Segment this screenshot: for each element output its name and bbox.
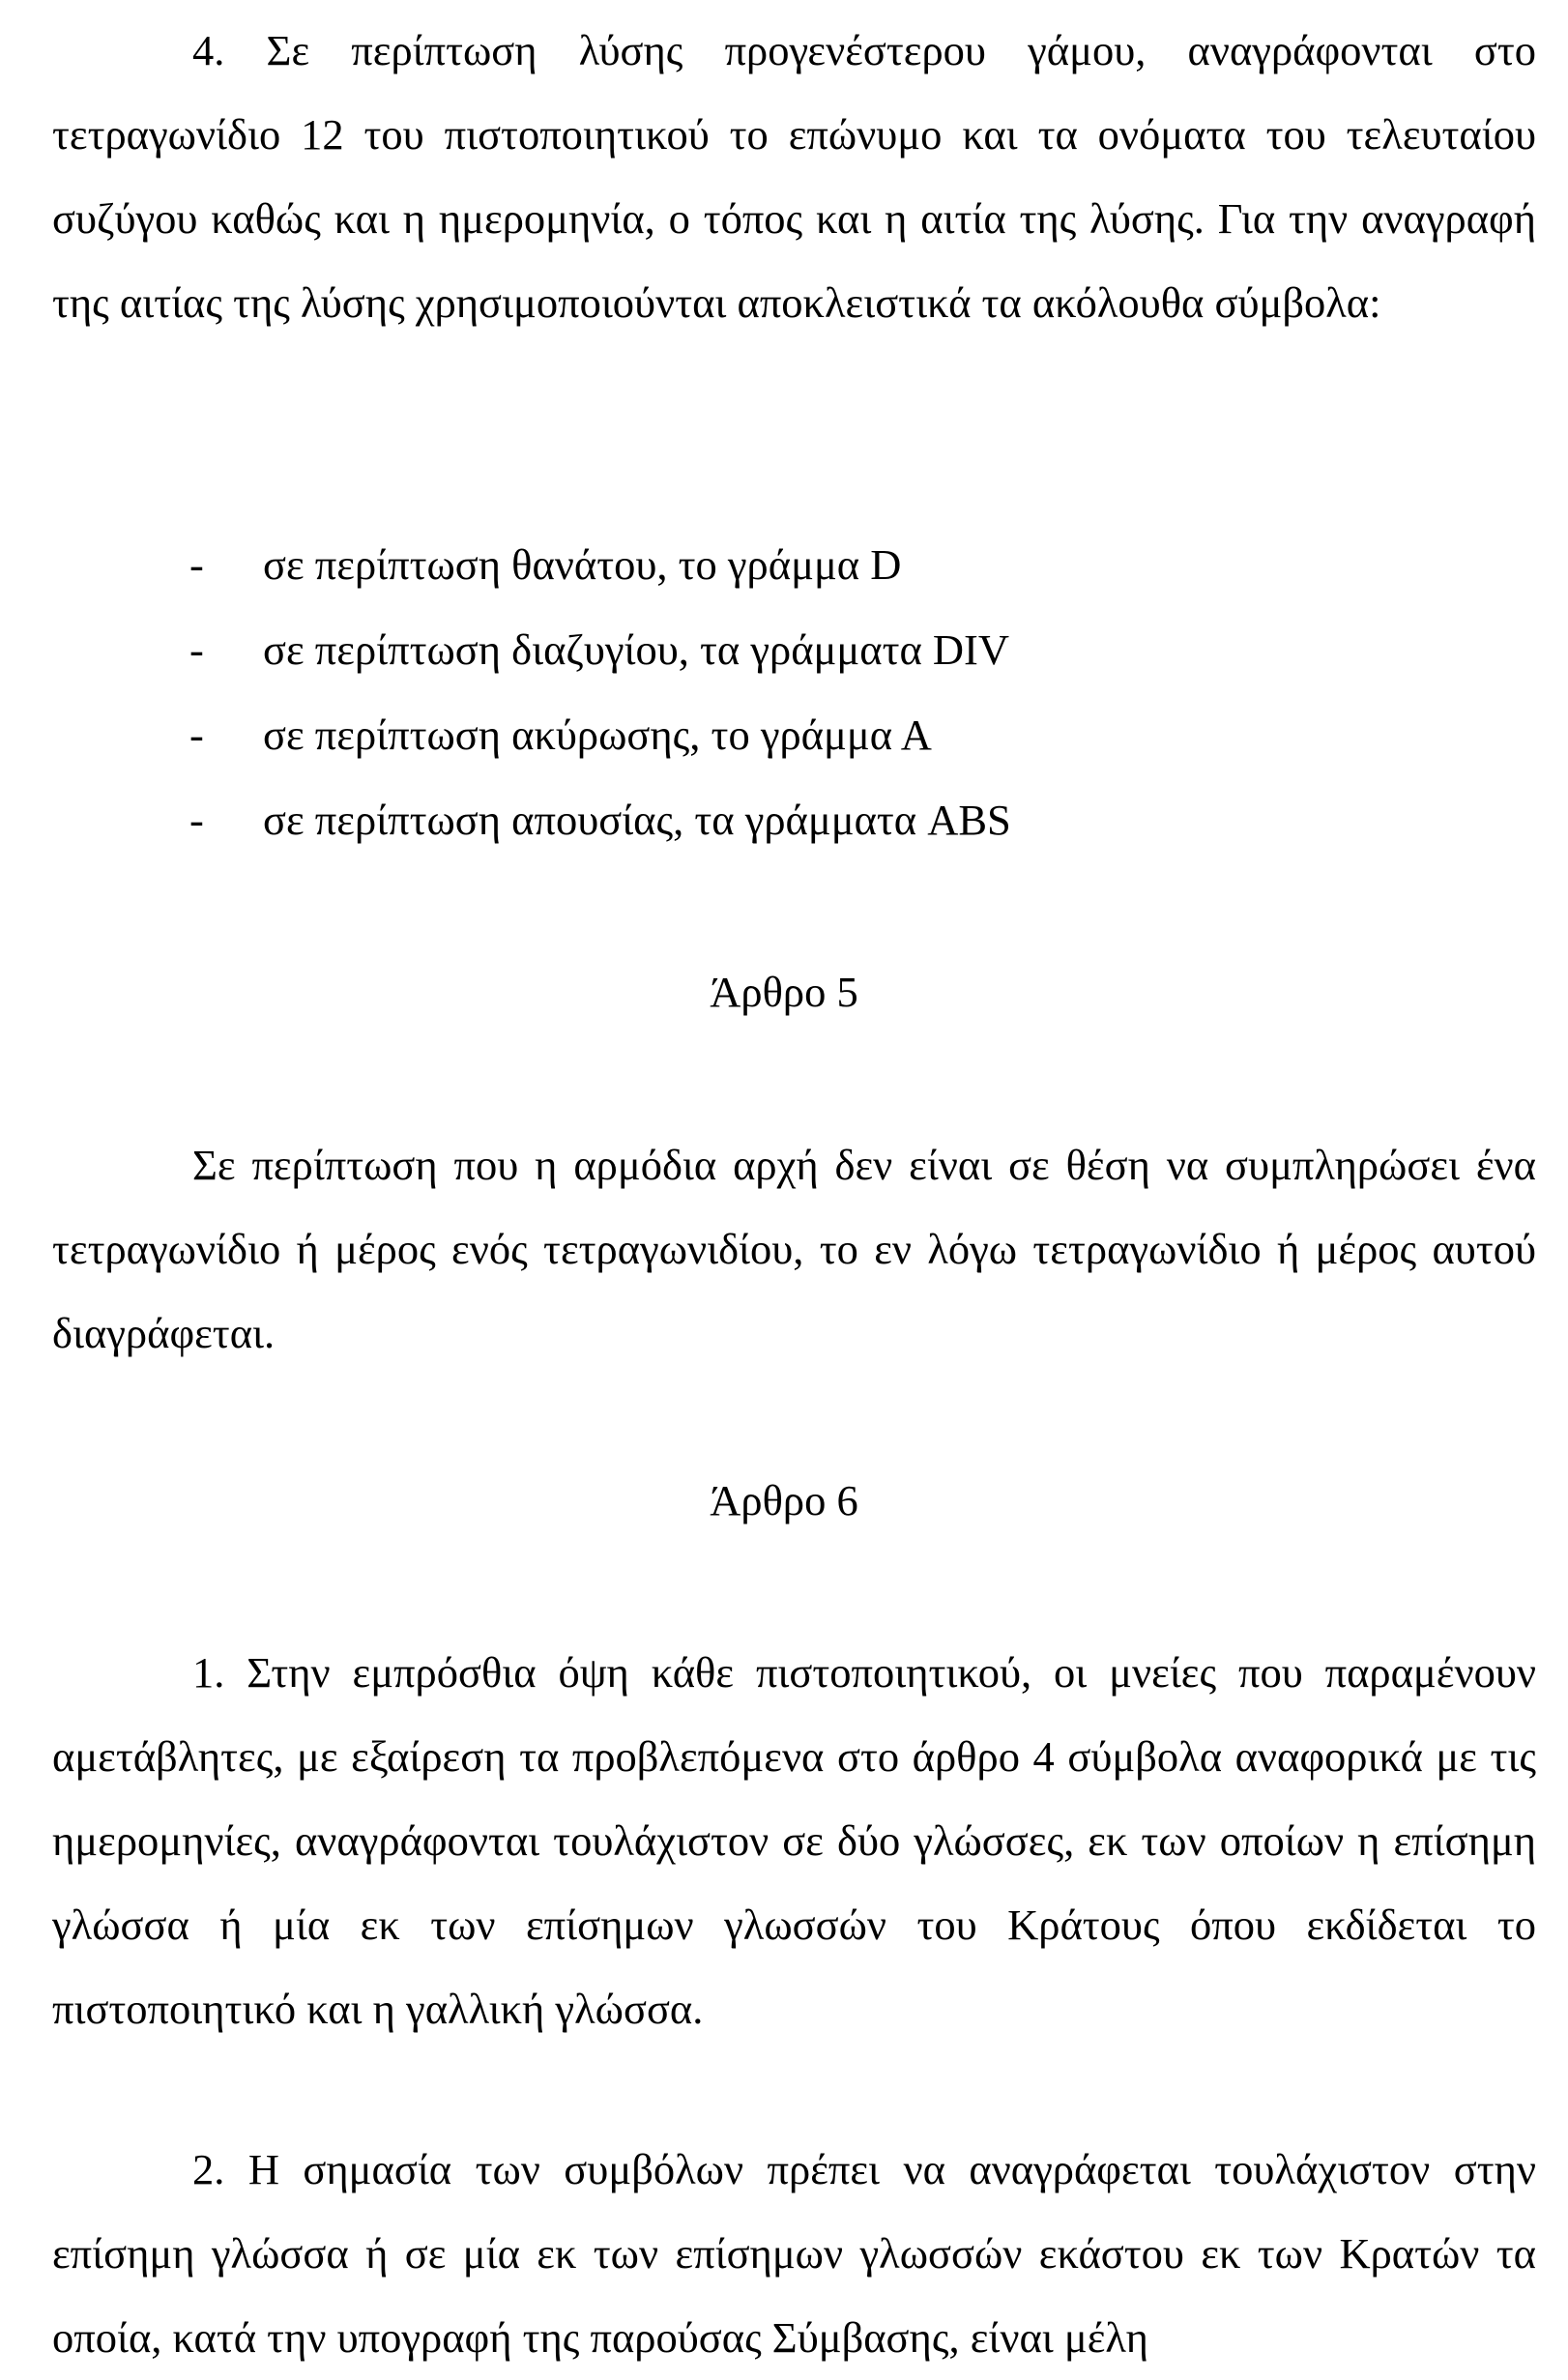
paragraph-text: 1. Στην εμπρόσθια όψη κάθε πιστοποιητικού, οι μνείες που παραμένουν αμετάβλητες, με εξαίρεση τα προβλεπόμενα στο άρθρο 4 σύμβολα αναφορικά με τις ημερομηνίες, αναγράφονται τουλάχιστον σε δύο γλώσσες, εκ των οποίων η επίσημη γλώσσα ή μία εκ των επίσημων γλωσσών του Κράτους όπου εκδίδεται το πιστοποιητικό και η γαλλική γλώσσα. [52, 1648, 1536, 2033]
article5-heading: Άρθρο 5 [710, 968, 858, 1016]
article4-paragraph4 [52, 9, 1536, 345]
paragraph-text: 4. Σε περίπτωση λύσης προγενέστερου γάμου, αναγράφονται στο τετραγωνίδιο 12 του πιστοποιητικού το επώνυμο και τα ονόματα του τελευταίου συζύγου καθώς και η ημερομηνία, ο τόπος και η αιτία της λύσης. Για την αναγραφή της αιτίας της λύσης χρησιμοποιούνται αποκλειστικά τα ακόλουθα σύμβολα: [52, 26, 1536, 327]
article6-paragraph2 [52, 2128, 1536, 2380]
paragraph-text: Σε περίπτωση που η αρμόδια αρχή δεν είναι σε θέση να συμπληρώσει ένα τετραγωνίδιο ή μέρος ενός τετραγωνιδίου, το εν λόγω τετραγωνίδιο ή μέρος αυτού διαγράφεται. [52, 1141, 1536, 1357]
article6-heading: Άρθρο 6 [710, 1476, 858, 1524]
list-item-text: σε περίπτωση θανάτου, το γράμμα D [263, 540, 902, 589]
article6-paragraph1 [52, 1631, 1536, 2051]
list-dash: - [189, 711, 204, 759]
list-dash: - [189, 796, 204, 844]
list-item-text: σε περίπτωση διαζυγίου, τα γράμματα DIV [263, 625, 1009, 674]
article5-paragraph [52, 1123, 1536, 1376]
list-dash: - [189, 540, 204, 589]
list-item-text: σε περίπτωση απουσίας, τα γράμματα ABS [263, 796, 1011, 844]
dissolution-symbols-list [0, 522, 1568, 862]
list-item [0, 522, 1568, 607]
paragraph-text: 2. Η σημασία των συμβόλων πρέπει να αναγράφεται τουλάχιστον στην επίσημη γλώσσα ή σε μία εκ των επίσημων γλωσσών εκάστου εκ των Κρατών τα οποία, κατά την υπογραφή της παρούσας Σύμβασης, είναι μέλη [52, 2145, 1536, 2362]
list-item [0, 777, 1568, 862]
list-item [0, 692, 1568, 777]
list-item-text: σε περίπτωση ακύρωσης, το γράμμα Α [263, 711, 932, 759]
list-dash: - [189, 625, 204, 674]
list-item [0, 607, 1568, 692]
